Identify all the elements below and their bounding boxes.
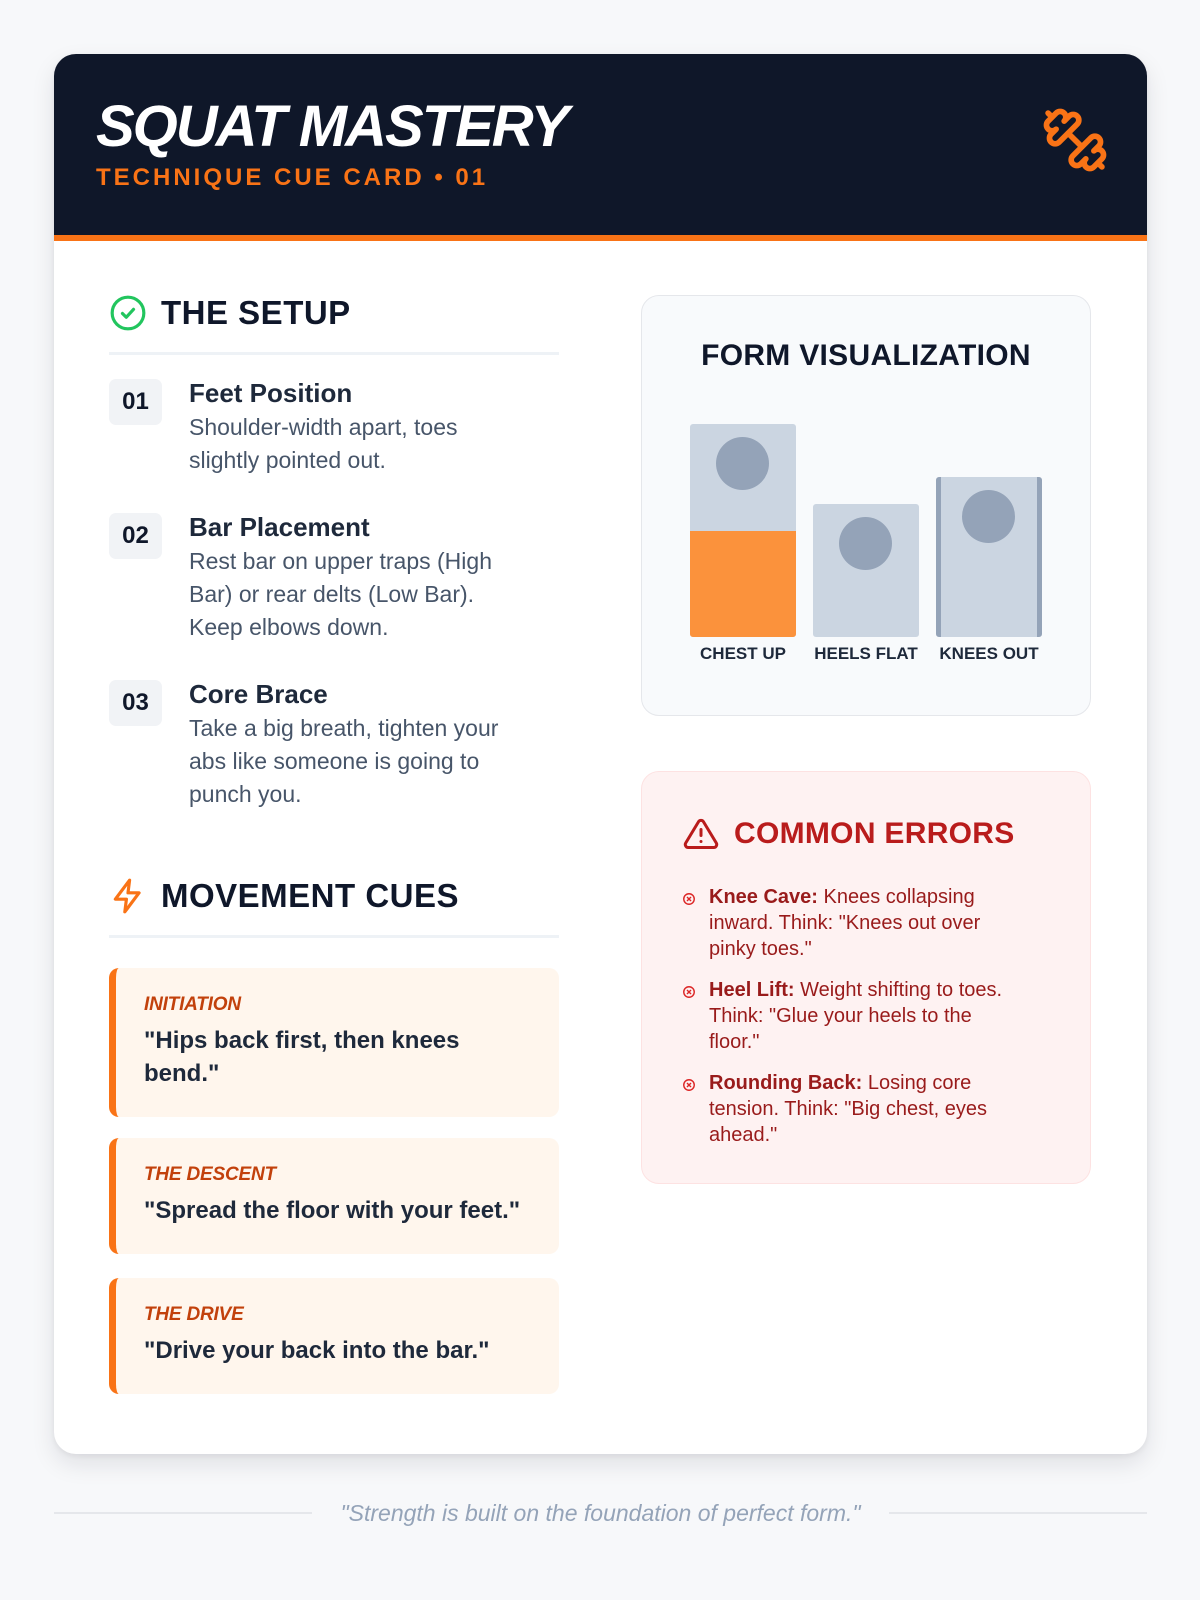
error-item [682, 884, 1042, 962]
cue-item [109, 1278, 559, 1394]
lightning-icon [109, 877, 147, 915]
x-circle-icon [682, 1078, 696, 1092]
setup-section-header [109, 294, 559, 355]
chest-up-figure [690, 424, 796, 637]
errors-heading: COMMON ERRORS [734, 817, 1015, 850]
step-title: Bar Placement [189, 512, 370, 542]
cue-quote: "Spread the floor with your feet." [144, 1197, 521, 1224]
card-title: SQUAT MASTERY [96, 94, 568, 159]
cue-phase: THE DESCENT [144, 1164, 276, 1185]
footer-divider-left [54, 1512, 312, 1514]
x-circle-icon [682, 985, 696, 999]
error-item [682, 977, 1042, 1055]
viz-label-heels-flat: HEELS FLAT [814, 644, 918, 663]
viz-label-knees-out: KNEES OUT [939, 644, 1039, 663]
form-visualization-panel [641, 295, 1091, 716]
step-description: Take a big breath, tighten your abs like someone is going to punch you. [189, 715, 499, 807]
x-circle-icon [682, 892, 696, 906]
cue-quote: "Drive your back into the bar." [144, 1337, 490, 1364]
footer [54, 1498, 1147, 1528]
step-number: 03 [109, 680, 162, 726]
step-description: Shoulder-width apart, toes slightly pointed out. [189, 414, 458, 473]
viz-label-chest-up: CHEST UP [700, 644, 786, 663]
cue-phase: THE DRIVE [144, 1304, 244, 1325]
cues-section-header [109, 877, 559, 938]
chest-up-highlight [690, 531, 796, 638]
cue-item [109, 968, 559, 1117]
step-number: 01 [109, 379, 162, 425]
cue-quote: "Hips back first, then knees bend." [144, 1027, 460, 1087]
common-errors-panel [641, 771, 1091, 1184]
footer-divider-right [889, 1512, 1147, 1514]
cues-heading: MOVEMENT CUES [161, 877, 460, 914]
step-title: Feet Position [189, 378, 353, 408]
check-circle-icon [109, 294, 147, 332]
error-item [682, 1070, 1042, 1148]
cue-card [54, 54, 1147, 1454]
knees-out-figure [936, 477, 1042, 637]
figure-head [962, 490, 1015, 543]
footer-quote: "Strength is built on the foundation of perfect form." [340, 1499, 861, 1526]
visualization-heading: FORM VISUALIZATION [701, 339, 1031, 372]
cue-phase: INITIATION [144, 994, 241, 1015]
heels-flat-figure [813, 504, 919, 637]
card-header [54, 54, 1147, 241]
setup-step [109, 377, 569, 477]
dumbbell-icon [1041, 106, 1109, 174]
setup-step [109, 678, 569, 811]
step-number: 02 [109, 513, 162, 559]
figure-head [716, 437, 769, 490]
errors-section-header [682, 816, 1015, 852]
error-text: Rounding Back: Losing core tension. Think: "Big chest, eyes ahead." [709, 1072, 987, 1146]
setup-heading: THE SETUP [161, 294, 351, 331]
error-text: Knee Cave: Knees collapsing inward. Think: "Knees out over pinky toes." [709, 886, 981, 960]
error-text: Heel Lift: Weight shifting to toes. Think: "Glue your heels to the floor." [709, 979, 1003, 1053]
cue-item [109, 1138, 559, 1254]
figure-head [839, 517, 892, 570]
card-subtitle: TECHNIQUE CUE CARD • 01 [96, 164, 489, 191]
step-title: Core Brace [189, 679, 328, 709]
setup-step [109, 511, 569, 644]
step-description: Rest bar on upper traps (High Bar) or rear delts (Low Bar). Keep elbows down. [189, 548, 492, 640]
warning-triangle-icon [682, 816, 720, 852]
